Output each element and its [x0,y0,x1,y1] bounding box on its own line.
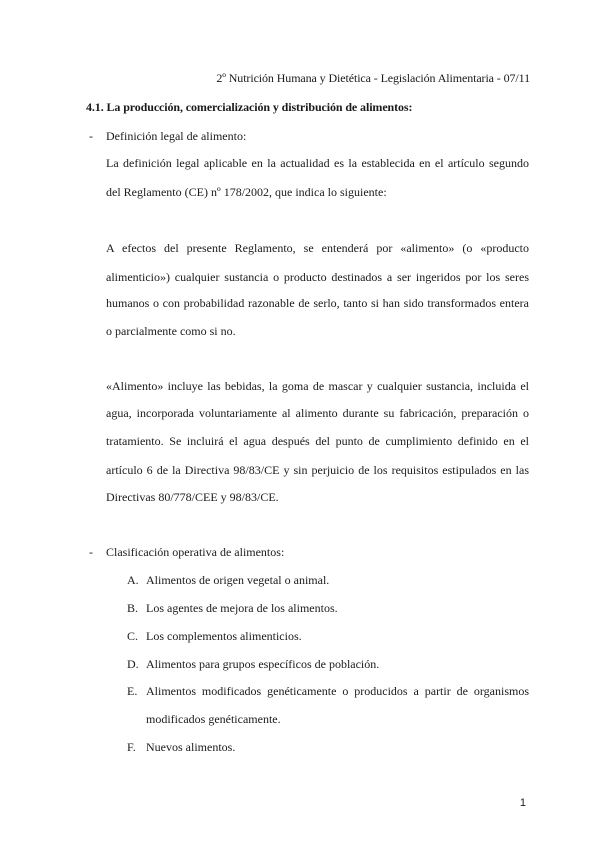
quote-paragraph-line: humanos o con probabilidad razonable de serlo, tanto si han sido transformados entera [106,296,529,310]
list-item-text-continued: modificados genéticamente. [146,712,281,726]
list-item-letter: B. [127,601,139,615]
list-item-letter: F. [127,740,136,754]
quote-paragraph-line: alimenticio») cualquier sustancia o producto destinados a ser ingeridos por los seres [106,270,529,284]
quote-paragraph-line: o parcialmente como si no. [106,324,236,338]
list-item-text: Nuevos alimentos. [146,740,236,754]
definition-heading: Definición legal de alimento: [106,129,247,143]
quote-paragraph-line: «Alimento» incluye las bebidas, la goma de mascar y cualquier sustancia, incluida el [106,379,529,393]
list-item-letter: C. [127,629,139,643]
bullet-dash: - [89,129,93,143]
page-header: 2º Nutrición Humana y Dietética - Legislación Alimentaria - 07/11 [216,71,530,85]
classification-heading: Clasificación operativa de alimentos: [106,545,285,559]
definition-intro-line: La definición legal aplicable en la actualidad es la establecida en el artículo segundo [106,156,529,170]
section-title: 4.1. La producción, comercialización y distribución de alimentos: [86,100,413,114]
definition-intro-line: del Reglamento (CE) nº 178/2002, que indica lo siguiente: [106,185,387,199]
quote-paragraph-line: Directivas 80/778/CEE y 98/83/CE. [106,490,279,504]
list-item-text: Los complementos alimenticios. [146,629,302,643]
quote-paragraph-line: agua, incorporada voluntariamente al alimento durante su fabricación, preparación o [106,406,529,420]
quote-paragraph-line: A efectos del presente Reglamento, se entenderá por «alimento» (o «producto [106,241,529,255]
list-item-text: Alimentos modificados genéticamente o producidos a partir de organismos [146,684,529,698]
list-item-letter: D. [127,657,139,671]
list-item-text: Alimentos de origen vegetal o animal. [146,573,330,587]
quote-paragraph-line: artículo 6 de la Directiva 98/83/CE y sin perjuicio de los requisitos estipulados en las [106,463,529,477]
quote-paragraph-line: tratamiento. Se incluirá el agua después del punto de cumplimiento definido en el [106,434,529,448]
bullet-dash: - [89,545,93,559]
page-number: 1 [519,797,526,809]
list-item-letter: E. [127,684,138,698]
list-item-text: Alimentos para grupos específicos de población. [146,657,380,671]
list-item-letter: A. [127,573,139,587]
list-item-text: Los agentes de mejora de los alimentos. [146,601,338,615]
